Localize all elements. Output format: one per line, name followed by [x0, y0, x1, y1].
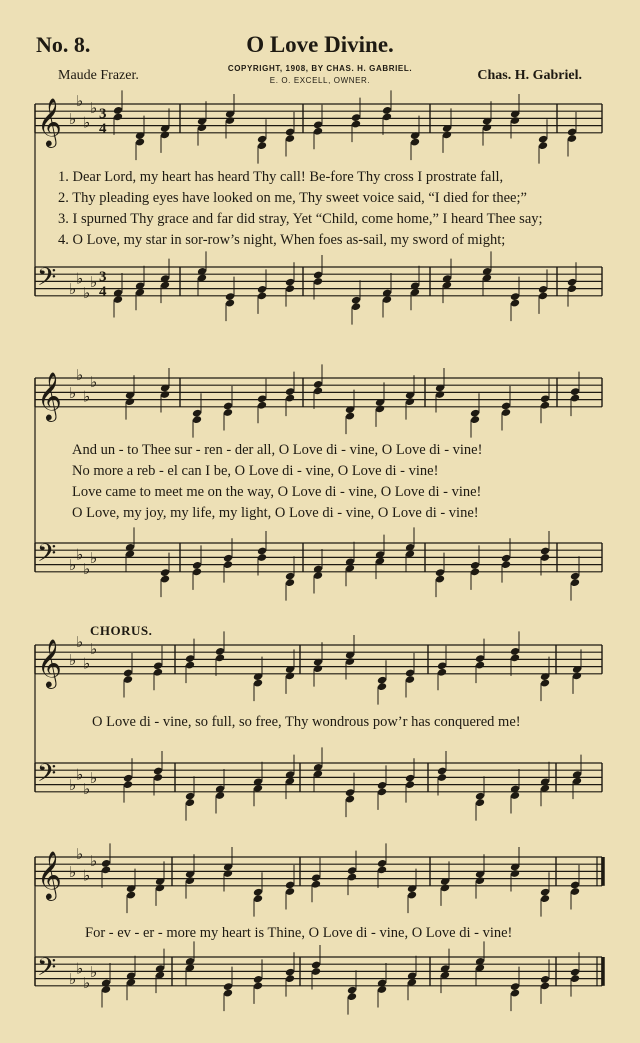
- flat-icon: ♭: [83, 973, 91, 992]
- copyright-line: COPYRIGHT, 1908, BY CHAS. H. GABRIEL.: [227, 64, 413, 73]
- composer-credit: Chas. H. Gabriel.: [477, 68, 582, 83]
- verse-2-line-2: No more a reb - el can I be, O Love di - vine, O Love di - vine!: [72, 463, 439, 479]
- verse-1-line-2: And un - to Thee sur - ren - der all, O Love di - vine, O Love di - vine!: [72, 442, 483, 458]
- flat-icon: ♭: [69, 776, 77, 795]
- bass-clef-icon: 𝄢: [37, 953, 57, 988]
- bass-clef-icon: 𝄢: [37, 539, 57, 574]
- bass-clef-icon: 𝄢: [37, 759, 57, 794]
- flat-icon: ♭: [69, 863, 77, 881]
- author-credit: Maude Frazer.: [58, 68, 139, 83]
- verse-4-line-1: 4. O Love, my star in sor-row’s night, When foes as-sail, my sword of might;: [58, 232, 506, 248]
- flat-icon: ♭: [69, 651, 77, 669]
- chorus-label: CHORUS.: [90, 623, 153, 638]
- flat-icon: ♭: [83, 387, 91, 406]
- flat-icon: ♭: [76, 765, 84, 784]
- treble-clef-icon: 𝄞: [37, 850, 62, 899]
- time-signature-bottom: 4: [99, 121, 107, 137]
- flat-icon: ♭: [83, 779, 91, 798]
- chorus-line-2: For - ev - er - more my heart is Thine, O Love di - vine, O Love di - vine!: [85, 925, 513, 941]
- flat-icon: ♭: [90, 549, 98, 567]
- flat-icon: ♭: [90, 99, 98, 118]
- verse-1-line-1: 1. Dear Lord, my heart has heard Thy call! Be-fore Thy cross I prostrate fall,: [58, 169, 504, 185]
- bass-clef-icon: 𝄢: [37, 263, 57, 298]
- flat-icon: ♭: [76, 92, 84, 110]
- treble-clef-icon: 𝄞: [37, 638, 62, 687]
- time-signature-top: 3: [99, 106, 107, 122]
- flat-icon: ♭: [69, 280, 77, 299]
- flat-icon: ♭: [83, 654, 91, 673]
- flat-icon: ♭: [83, 113, 91, 132]
- verse-3-line-2: Love came to meet me on the way, O Love di - vine, O Love di - vine!: [72, 484, 482, 500]
- flat-icon: ♭: [90, 769, 98, 787]
- verse-2-line-1: 2. Thy pleading eyes have looked on me, Thy sweet voice said, “I died for thee;”: [58, 190, 527, 206]
- hymn-title: O Love Divine.: [246, 32, 394, 57]
- flat-icon: ♭: [76, 845, 84, 863]
- flat-icon: ♭: [76, 545, 84, 564]
- flat-icon: ♭: [69, 970, 77, 989]
- flat-icon: ♭: [83, 559, 91, 578]
- time-signature-top: 3: [99, 269, 107, 285]
- flat-icon: ♭: [76, 959, 84, 978]
- flat-icon: ♭: [90, 963, 98, 981]
- flat-icon: ♭: [90, 852, 98, 871]
- time-signature-bottom: 4: [99, 284, 107, 300]
- flat-icon: ♭: [76, 633, 84, 651]
- chorus-line-1: O Love di - vine, so full, so free, Thy wondrous pow’r has conquered me!: [92, 714, 521, 730]
- treble-clef-icon: 𝄞: [37, 97, 62, 146]
- flat-icon: ♭: [90, 273, 98, 291]
- flat-icon: ♭: [83, 866, 91, 885]
- flat-icon: ♭: [90, 640, 98, 659]
- flat-icon: ♭: [69, 556, 77, 575]
- flat-icon: ♭: [90, 373, 98, 392]
- flat-icon: ♭: [83, 283, 91, 302]
- flat-icon: ♭: [76, 366, 84, 384]
- owner-line: E. O. EXCELL, OWNER.: [269, 76, 371, 85]
- treble-clef-icon: 𝄞: [37, 371, 62, 420]
- flat-icon: ♭: [69, 110, 77, 128]
- flat-icon: ♭: [76, 269, 84, 288]
- verse-4-line-2: O Love, my joy, my life, my light, O Love di - vine, O Love di - vine!: [72, 505, 479, 521]
- hymn-number: No. 8.: [36, 32, 91, 57]
- verse-3-line-1: 3. I spurned Thy grace and far did stray, Yet “Child, come home,” I heard Thee say;: [58, 211, 543, 227]
- flat-icon: ♭: [69, 384, 77, 402]
